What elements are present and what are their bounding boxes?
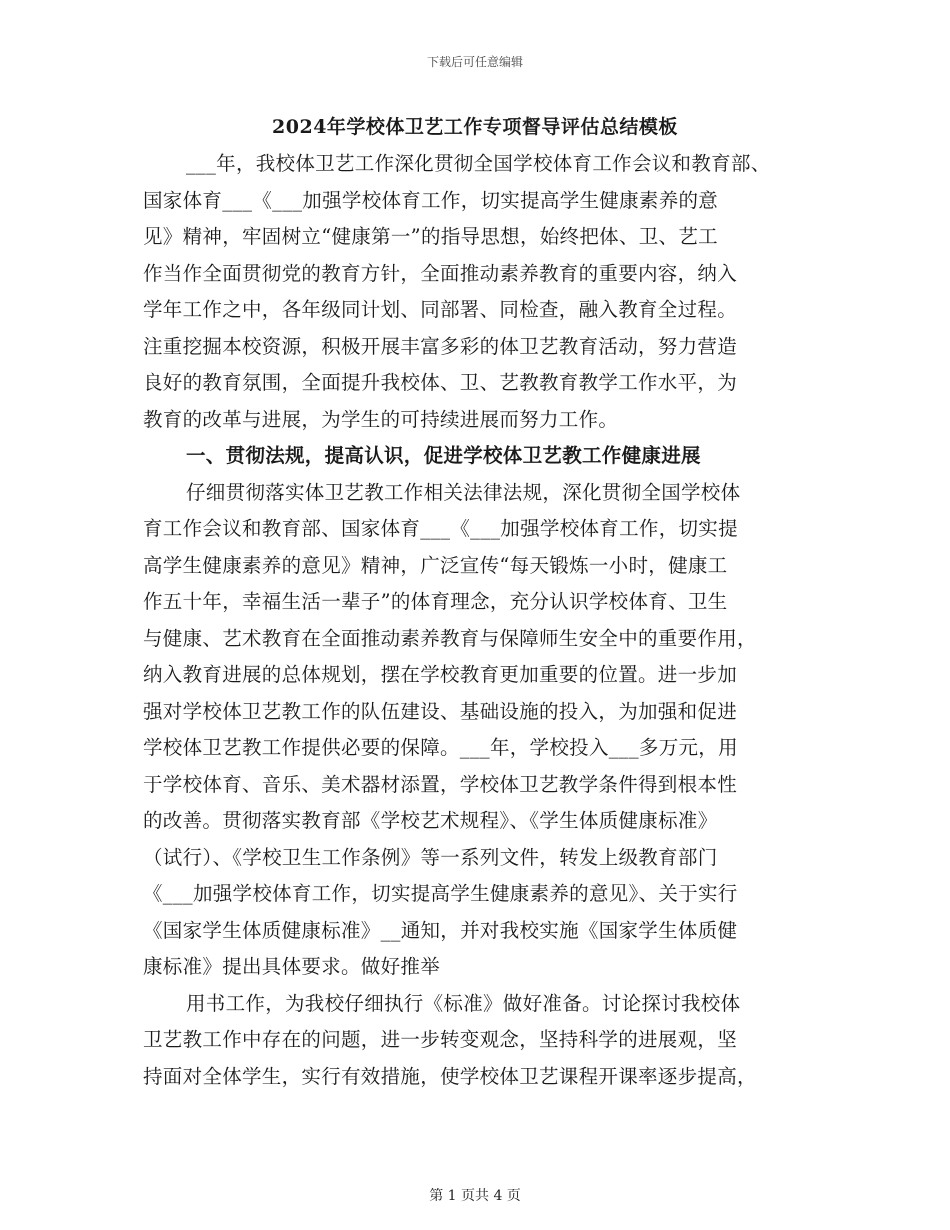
paragraph-line: （试行）、《学校卫生工作条例》等一系列文件，转发上级教育部门 [143, 845, 718, 869]
paragraph-line: 《国家学生体质健康标准》__通知，并对我校实施《国家学生体质健 [143, 918, 738, 942]
paragraph-line: 于学校体育、音乐、美术器材添置，学校体卫艺教学条件得到根本性 [143, 772, 738, 796]
paragraph-line: 的改善。贯彻落实教育部《学校艺术规程》、《学生体质健康标准》 [143, 809, 718, 832]
header-note: 下载后可任意编辑 [426, 55, 523, 69]
paragraph-line: 学校体卫艺教工作提供必要的保障。___年，学校投入___多万元，用 [143, 736, 738, 759]
paragraph-line: 《___加强学校体育工作，切实提高学生健康素养的意见》、关于实行 [143, 882, 738, 905]
paragraph-line: 用书工作，为我校仔细执行《标准》做好准备。讨论探讨我校体 [186, 991, 741, 1015]
paragraph-line: 注重挖掘本校资源，积极开展丰富多彩的体卫艺教育活动，努力营造 [143, 334, 738, 358]
paragraph-line: 高学生健康素养的意见》精神，广泛宣传“每天锻炼一小时，健康工 [143, 553, 728, 577]
paragraph-line: 与健康、艺术教育在全面推动素养教育与保障师生安全中的重要作用， [143, 626, 757, 650]
paragraph-line: 强对学校体卫艺教工作的队伍建设、基础设施的投入，为加强和促进 [143, 699, 738, 723]
paragraph-line: 见》精神，牢固树立“健康第一”的指导思想，始终把体、卫、艺工 [143, 225, 718, 248]
paragraph-line: 国家体育___《___加强学校体育工作，切实提高学生健康素养的意 [143, 188, 719, 212]
paragraph-line: ___年，我校体卫艺工作深化贯彻全国学校体育工作会议和教育部、 [186, 152, 771, 175]
paragraph-line: 康标准》提出具体要求。做好推举 [143, 955, 441, 978]
document-body [143, 146, 823, 1095]
paragraph-line: 持面对全体学生，实行有效措施，使学校体卫艺课程开课率逐步提高， [143, 1064, 757, 1088]
paragraph-line: 仔细贯彻落实体卫艺教工作相关法律法规，深化贯彻全国学校体 [186, 480, 741, 504]
paragraph-line: 作当作全面贯彻党的教育方针，全面推动素养教育的重要内容，纳入 [143, 261, 738, 285]
paragraph-line: 纳入教育进展的总体规划，摆在学校教育更加重要的位置。进一步加 [143, 663, 738, 686]
paragraph-line: 育工作会议和教育部、国家体育___《___加强学校体育工作，切实提 [143, 517, 738, 540]
section-heading: 一、贯彻法规，提高认识，促进学校体卫艺教工作健康进展 [186, 444, 701, 467]
page-footer: 第 1 页共 4 页 [429, 1188, 521, 1204]
paragraph-line: 作五十年，幸福生活一辈子”的体育理念，充分认识学校体育、卫生 [143, 590, 728, 613]
document-title: 2024年学校体卫艺工作专项督导评估总结模板 [272, 116, 678, 138]
paragraph-line: 良好的教育氛围，全面提升我校体、卫、艺教教育教学工作水平，为 [143, 371, 738, 394]
paragraph-line: 教育的改革与进展，为学生的可持续进展而努力工作。 [143, 407, 619, 431]
paragraph-line: 学年工作之中，各年级同计划、同部署、同检查，融入教育全过程。 [143, 298, 738, 321]
paragraph-line: 卫艺教工作中存在的问题，进一步转变观念，坚持科学的进展观，坚 [143, 1028, 738, 1051]
